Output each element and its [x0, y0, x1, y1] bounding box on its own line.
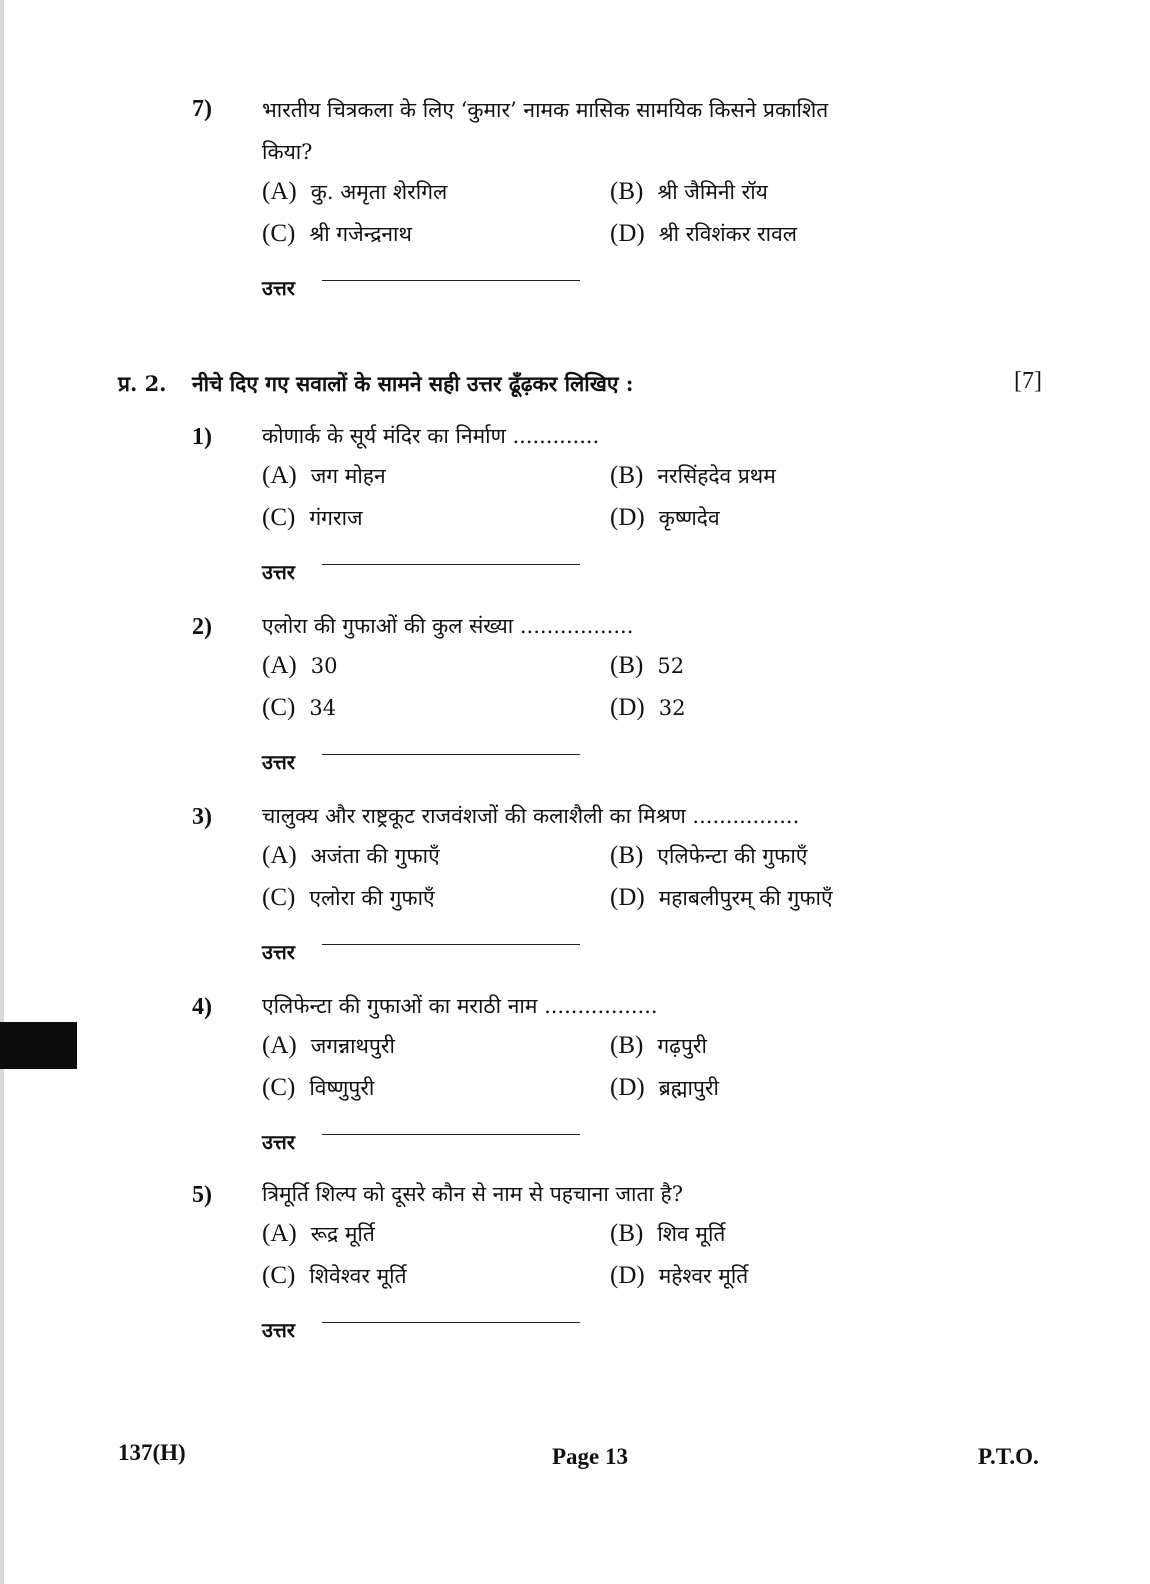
- scan-edge: [0, 0, 4, 1584]
- paper-code: 137(H): [118, 1440, 186, 1465]
- option-text: गंगराज: [309, 506, 363, 530]
- option-b: [610, 1220, 725, 1248]
- section-instruction: नीचे दिए गए सवालों के सामने सही उत्तर ढूँढ़कर लिखिए :: [192, 371, 634, 396]
- answer-line[interactable]: [322, 1322, 580, 1323]
- option-letter: (C): [262, 1074, 296, 1101]
- question-text: त्रिमूर्ति शिल्प को दूसरे कौन से नाम से पहचाना जाता है?: [262, 1182, 683, 1206]
- answer-label: उत्तर: [262, 750, 295, 774]
- option-text: गढ़पुरी: [657, 1034, 707, 1058]
- answer-line[interactable]: [322, 1134, 580, 1135]
- option-text: श्री रविशंकर रावल: [658, 222, 798, 246]
- question-number: 4): [192, 994, 212, 1020]
- option-text: रूद्र मूर्ति: [310, 1222, 375, 1246]
- question-number: 1): [192, 424, 212, 450]
- option-letter: (A): [262, 652, 297, 679]
- option-a: [262, 1032, 395, 1060]
- option-text: 34: [309, 696, 337, 720]
- option-text: महेश्वर मूर्ति: [658, 1264, 749, 1288]
- option-letter: (A): [262, 1220, 297, 1247]
- option-a: [262, 462, 386, 490]
- question-number: 7): [192, 96, 212, 122]
- question-text-line2: किया?: [262, 140, 313, 164]
- option-letter: (B): [610, 652, 644, 679]
- option-letter: (B): [610, 1032, 644, 1059]
- option-letter: (D): [610, 694, 645, 721]
- option-letter: (B): [610, 1220, 644, 1247]
- option-c: [262, 1262, 407, 1290]
- option-b: [610, 652, 684, 680]
- option-text: 52: [657, 654, 685, 678]
- answer-line[interactable]: [322, 944, 580, 945]
- option-d: [610, 1074, 719, 1102]
- option-letter: (A): [262, 178, 297, 205]
- option-a: [262, 842, 440, 870]
- option-a: [262, 178, 447, 206]
- pto-marker: P.T.O.: [978, 1444, 1039, 1469]
- option-letter: (B): [610, 462, 644, 489]
- option-c: [262, 694, 336, 722]
- option-text: श्री जैमिनी रॉय: [657, 180, 768, 204]
- option-text: 30: [310, 654, 338, 678]
- option-letter: (C): [262, 694, 296, 721]
- option-letter: (A): [262, 1032, 297, 1059]
- option-c: [262, 220, 412, 248]
- option-letter: (D): [610, 1074, 645, 1101]
- option-d: [610, 1262, 748, 1290]
- answer-line[interactable]: [322, 280, 580, 281]
- option-text: कृष्णदेव: [658, 506, 720, 530]
- option-letter: (D): [610, 884, 645, 911]
- question-text: एलिफेन्टा की गुफाओं का मराठी नाम .................: [262, 994, 658, 1018]
- option-letter: (C): [262, 1262, 296, 1289]
- page-number: Page 13: [552, 1444, 629, 1469]
- answer-label: उत्तर: [262, 1318, 295, 1342]
- option-text: जग मोहन: [310, 464, 386, 488]
- option-text: महाबलीपुरम् की गुफाएँ: [658, 886, 833, 910]
- section-label: प्र. 2.: [118, 371, 167, 396]
- question-text-line1: भारतीय चित्रकला के लिए ‘कुमार’ नामक मासिक सामयिक किसने प्रकाशित: [262, 98, 829, 122]
- option-text: शिव मूर्ति: [657, 1222, 726, 1246]
- option-d: [610, 220, 797, 248]
- option-c: [262, 884, 435, 912]
- answer-label: उत्तर: [262, 1130, 295, 1154]
- option-letter: (A): [262, 462, 297, 489]
- option-letter: (C): [262, 504, 296, 531]
- option-d: [610, 884, 833, 912]
- option-text: एलिफेन्टा की गुफाएँ: [657, 844, 808, 868]
- option-letter: (D): [610, 220, 645, 247]
- option-text: कु. अमृता शेरगिल: [310, 180, 448, 204]
- question-text: चालुक्य और राष्ट्रकूट राजवंशजों की कलाशैली का मिश्रण ................: [262, 804, 800, 828]
- option-a: [262, 1220, 375, 1248]
- option-text: नरसिंहदेव प्रथम: [657, 464, 776, 488]
- option-letter: (B): [610, 842, 644, 869]
- option-b: [610, 462, 776, 490]
- option-text: शिवेश्वर मूर्ति: [309, 1264, 407, 1288]
- answer-label: उत्तर: [262, 940, 295, 964]
- option-c: [262, 1074, 374, 1102]
- option-c: [262, 504, 363, 532]
- option-letter: (C): [262, 220, 296, 247]
- option-text: 32: [658, 696, 686, 720]
- question-text: एलोरा की गुफाओं की कुल संख्या .................: [262, 614, 634, 638]
- option-letter: (C): [262, 884, 296, 911]
- answer-label: उत्तर: [262, 276, 295, 300]
- option-letter: (D): [610, 504, 645, 531]
- option-b: [610, 178, 768, 206]
- option-text: ब्रह्मापुरी: [658, 1076, 719, 1100]
- section-marks: [7]: [1014, 368, 1042, 394]
- question-text: कोणार्क के सूर्य मंदिर का निर्माण .............: [262, 424, 600, 448]
- option-d: [610, 694, 685, 722]
- option-b: [610, 842, 807, 870]
- scan-black-mark: [0, 1022, 77, 1069]
- option-text: जगन्नाथपुरी: [310, 1034, 395, 1058]
- answer-label: उत्तर: [262, 560, 295, 584]
- question-number: 3): [192, 804, 212, 830]
- option-letter: (D): [610, 1262, 645, 1289]
- option-text: श्री गजेन्द्रनाथ: [309, 222, 412, 246]
- option-a: [262, 652, 337, 680]
- option-text: एलोरा की गुफाएँ: [309, 886, 435, 910]
- option-letter: (B): [610, 178, 644, 205]
- option-b: [610, 1032, 707, 1060]
- option-text: अजंता की गुफाएँ: [310, 844, 440, 868]
- option-d: [610, 504, 720, 532]
- answer-line[interactable]: [322, 564, 580, 565]
- question-number: 5): [192, 1182, 212, 1208]
- answer-line[interactable]: [322, 754, 580, 755]
- option-letter: (A): [262, 842, 297, 869]
- question-number: 2): [192, 614, 212, 640]
- option-text: विष्णुपुरी: [309, 1076, 375, 1100]
